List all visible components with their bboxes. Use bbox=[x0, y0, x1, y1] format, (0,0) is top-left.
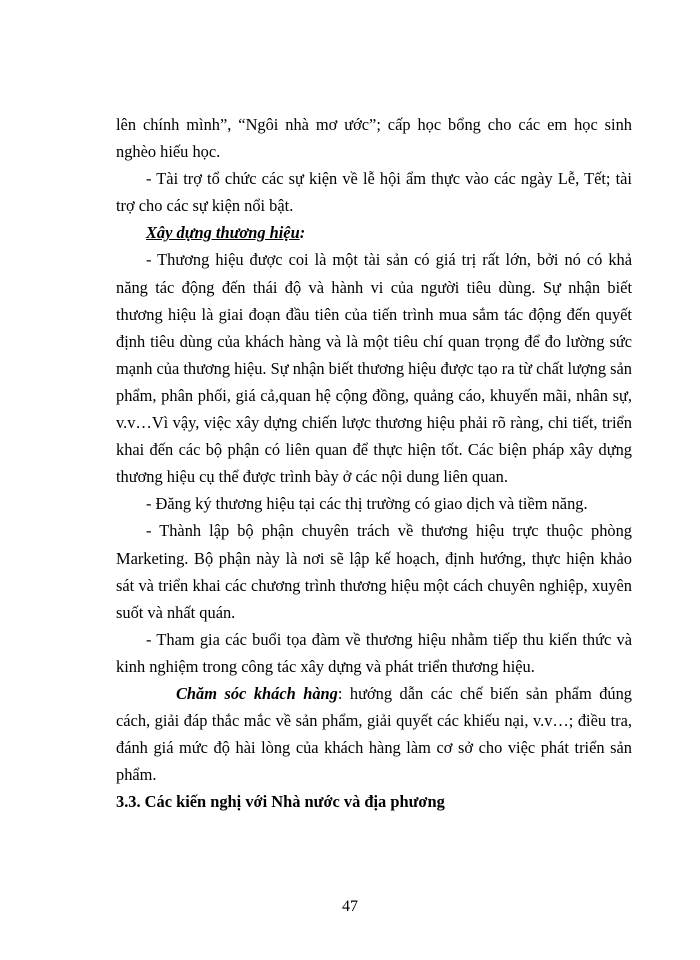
heading-brand-building bbox=[116, 219, 632, 246]
paragraph-customer-care bbox=[116, 680, 632, 788]
paragraph-brand-seminars: - Tham gia các buổi tọa đàm về thương hiệu nhằm tiếp thu kiến thức và kinh nghiệm trong công tác xây dựng và phát triển thương hiệu. bbox=[116, 629, 632, 676]
paragraph-sponsorship: - Tài trợ tổ chức các sự kiện về lễ hội ẩm thực vào các ngày Lễ, Tết; tài trợ cho các sự kiện nổi bật. bbox=[116, 169, 632, 216]
page-number: 47 bbox=[342, 898, 358, 915]
paragraph-brand-value: - Thương hiệu được coi là một tài sản có giá trị rất lớn, bởi nó có khả năng tác động đến thái độ và hành vi của người tiêu dùng. Sự nhận biết thương hiệu là giai đoạn đầu tiên của tiến trình mua sắm tác động đến quyết định tiêu dùng của khách hàng và là một tiêu chí quan trọng để đo lường sức mạnh của thương hiệu. Sự nhận biết thương hiệu được tạo ra từ chất lượng sản phẩm, phân phối, giá cả,quan hệ cộng đồng, quảng cáo, khuyến mãi, nhân sự, v.v…Vì vậy, việc xây dựng chiến lược thương hiệu phải rõ ràng, chi tiết, triển khai đến các bộ phận có liên quan để thực hiện tốt. Các biện pháp xây dựng thương hiệu cụ thể được trình bày ở các nội dung liên quan. bbox=[116, 250, 632, 487]
customer-care-label: Chăm sóc khách hàng bbox=[176, 683, 338, 703]
customer-care-body: : hướng dẫn các chế biến sản phẩm đúng cách, giải đáp thắc mắc về sản phẩm, giải quyết các khiếu nại, v.v…; điều tra, đánh giá mức độ hài lòng của khách hàng làm cơ sở cho việc phát triển sản phẩm. bbox=[116, 683, 632, 785]
body-text bbox=[116, 111, 632, 815]
heading-brand-building-text bbox=[146, 223, 305, 242]
paragraph-brand-department: - Thành lập bộ phận chuyên trách về thương hiệu trực thuộc phòng Marketing. Bộ phận này là nơi sẽ lập kế hoạch, định hướng, thực hiện khảo sát và triển khai các chương trình thương hiệu một cách chuyên nghiệp, xuyên suốt và nhất quán. bbox=[116, 521, 632, 622]
heading-brand-building-colon: : bbox=[299, 223, 306, 243]
paragraph-brand-registration: - Đăng ký thương hiệu tại các thị trường có giao dịch và tiềm năng. bbox=[146, 494, 588, 514]
paragraph-continuation: lên chính mình”, “Ngôi nhà mơ ước”; cấp học bổng cho các em học sinh nghèo hiếu học. bbox=[116, 115, 632, 162]
heading-brand-building-label: Xây dựng thương hiệu bbox=[146, 223, 300, 243]
section-heading-3-3: 3.3. Các kiến nghị với Nhà nước và địa phương bbox=[116, 792, 445, 812]
